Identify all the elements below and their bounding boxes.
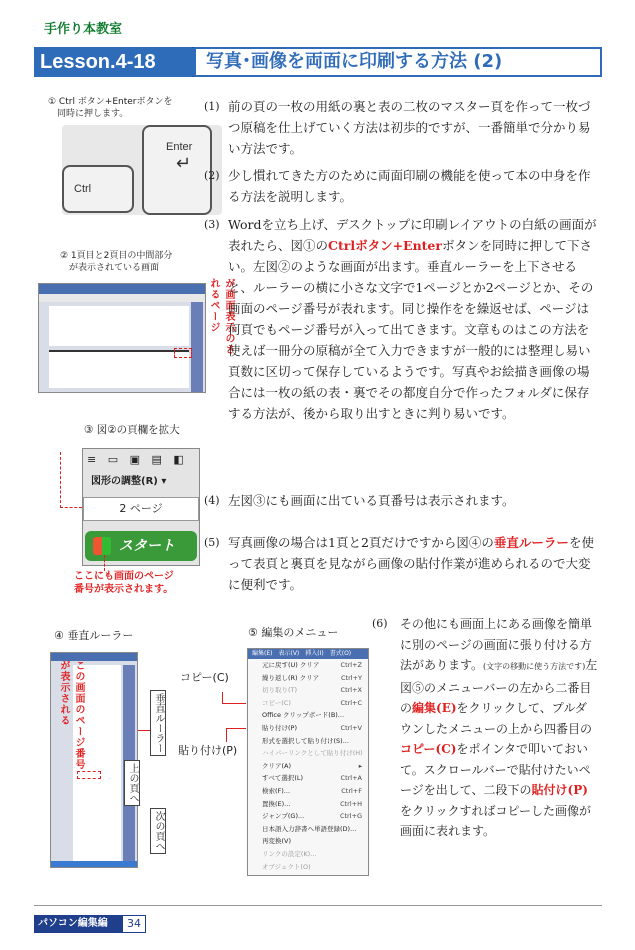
fig3-screenshot xyxy=(82,448,200,566)
page-1-bottom xyxy=(49,306,189,346)
menu-item-select-all[interactable] xyxy=(248,772,368,785)
paragraph-note: (文字の移動に使う方法です) xyxy=(483,662,586,671)
paragraph-text: その他にも画面上にある画像を簡単に別のページの画面に張り付ける方法があります。 xyxy=(400,617,593,672)
fig2-side-note: が画面表示のされるページ xyxy=(208,278,234,355)
menu-item-paste-special[interactable] xyxy=(248,735,368,748)
menu-item-links[interactable] xyxy=(248,848,368,861)
highlight-vertical-ruler: 垂直ルーラー xyxy=(493,535,569,550)
fig3-note: ここにも画面のページ 番号が表示されます。 xyxy=(74,571,174,595)
menu-item-cut[interactable] xyxy=(248,684,368,697)
menubar-edit[interactable]: 編集(E) xyxy=(252,650,273,657)
menu-item-paste[interactable] xyxy=(248,722,368,735)
fig3-caption: ③ 図②の頁欄を拡大 xyxy=(84,424,180,436)
menu-item-label: 元に戻す(U) クリア xyxy=(262,661,320,669)
page-title: 写真･画像を両面に印刷する方法 (2) xyxy=(194,47,602,77)
menu-item-add-word[interactable] xyxy=(248,823,368,836)
submenu-arrow-icon: ▸ xyxy=(358,761,362,770)
paragraph-number: (3) xyxy=(204,218,220,231)
menu-item-label: 形式を選択して貼り付け(S)... xyxy=(262,736,349,745)
vertical-ruler-label: 垂直ルーラー xyxy=(150,690,166,756)
page-2-top xyxy=(49,350,189,388)
menu-item-label: リンクの設定(K)... xyxy=(262,849,317,858)
toolbar-label: 図形の調整(R) ▾ xyxy=(91,476,167,487)
footer-section: パソコン編集編 xyxy=(34,915,122,933)
menubar-format[interactable]: 書式(O) xyxy=(329,650,352,657)
menubar-view[interactable]: 表示(V) xyxy=(278,650,300,657)
menu-item-clipboard[interactable] xyxy=(248,709,368,722)
paragraph-text: 少し慣れてきた方のために両面印刷の機能を使って本の中身を作る方法を説明します。 xyxy=(228,168,591,204)
copy-arrow xyxy=(222,703,246,704)
menu-item-copy[interactable] xyxy=(248,697,368,710)
brand-label: 手作り本教室 xyxy=(44,22,123,37)
menu-item-shortcut: Ctrl+F xyxy=(341,786,362,795)
paste-callout: 貼り付け(P) xyxy=(178,744,238,757)
enter-key xyxy=(142,125,212,215)
menu-item-reconvert[interactable] xyxy=(248,835,368,848)
menu-item-shortcut: Ctrl+G xyxy=(339,812,362,821)
paragraph-1 xyxy=(204,96,598,159)
lesson-number: Lesson.4-18 xyxy=(34,47,192,77)
toolbar xyxy=(39,294,205,302)
menu-item-label: 検索(F)... xyxy=(262,786,291,795)
menu-item-label: 日本語入力辞書へ単語登録(D)... xyxy=(262,824,357,833)
note-connector xyxy=(60,452,61,508)
menu-item-replace[interactable] xyxy=(248,798,368,811)
view-icons: ≡ ▭ ▣ ▤ ◧ xyxy=(87,453,188,466)
menu-item-label: 再変換(V) xyxy=(262,837,292,846)
menu-item-object[interactable] xyxy=(248,861,368,874)
paragraph-6 xyxy=(372,614,598,842)
menu-item-shortcut: Ctrl+Z xyxy=(340,661,362,669)
paragraph-text: を使って表頁と裏頁を見ながら画像の貼付作業が進められるので大変に便利です。 xyxy=(228,535,594,592)
paragraph-text: 左図③にも画面に出ている頁番号は表示されます。 xyxy=(228,493,515,508)
keyboard-photo xyxy=(62,125,222,215)
paragraph-text: 前の頁の一枚の用紙の裏と表の二枚のマスター頁を作って一枚づつ原稿を仕上げていく方法は初歩的ですが、一番簡単で分かり易い方法です。 xyxy=(228,99,591,156)
menu-item-label: 置換(E)... xyxy=(262,799,291,808)
note-connector-2 xyxy=(104,555,105,571)
taskbar xyxy=(51,861,137,867)
paragraph-number: (5) xyxy=(204,536,220,549)
paragraph-text: ボタンを同時に押して下さい。左図②のような画面が出ます。垂直ルーラーを上下させると、ルーラーの横に小さな文字で1ページとか2ページとか、その画面のページ番号が表れます。同じ操作をを繰返せば、ページは何頁でもページ番号が入って出てきます。文章ものはこの方法を使えば一冊分の原稿が全て入力できますが一般的には整理し易い頁数に区切って保存しているようです。写真やお絵描き画像の場合には一枚の紙の表・裏でその都度自分で作ったフォルダに保存する方法が、後から取り出すときに判り易いです。 xyxy=(228,238,594,421)
menu-item-label: 繰り返し(R) クリア xyxy=(262,673,320,682)
menu-item-paste-hyperlink[interactable] xyxy=(248,747,368,760)
menu-item-label: Office クリップボード(B)... xyxy=(262,711,345,720)
paragraph-number: (1) xyxy=(204,100,220,113)
paragraph-text: Wordを立ち上げ、デスクトップに印刷レイアウトの白紙の画面が表れたら、図①の xyxy=(228,217,597,253)
highlight-edit-menu: 編集(E) xyxy=(412,701,457,715)
menu-item-shortcut: Ctrl+C xyxy=(340,698,362,707)
fig4-caption: ④ 垂直ルーラー xyxy=(54,629,134,642)
fig4-note: この画面のページ番号が表示される xyxy=(58,660,84,770)
vertical-scrollbar xyxy=(191,302,203,392)
ctrl-key xyxy=(62,165,134,213)
menu-item-label: 貼り付け(P) xyxy=(262,723,297,732)
menu-item-label: 切り取り(T) xyxy=(262,686,298,695)
paragraph-text: をクリックして、プルダウンしたメニューの上から四番目の xyxy=(400,701,593,736)
paste-connector xyxy=(226,728,227,742)
paragraph-text: 写真画像の場合は1頁と2頁だけですから図④の xyxy=(228,535,494,550)
footer-rule xyxy=(34,905,602,906)
paragraph-2 xyxy=(204,165,598,207)
menu-item-shortcut: Ctrl+H xyxy=(340,799,362,808)
highlight-ctrl-enter: Ctrlボタン+Enter xyxy=(328,238,442,253)
fig2-caption: ② 1頁目と2頁目の中間部分 が表示されている画面 xyxy=(60,251,173,273)
menu-item-label: ハイパーリンクとして貼り付け(H) xyxy=(262,749,363,758)
menubar-insert[interactable]: 挿入(I) xyxy=(305,650,324,657)
menu-item-label: クリア(A) xyxy=(262,761,292,770)
page-number-marker xyxy=(174,348,192,358)
fig2-screenshot xyxy=(38,283,206,393)
menu-item-shortcut: Ctrl+X xyxy=(340,686,362,695)
fig5-caption: ⑤ 編集のメニュー xyxy=(248,626,339,639)
copy-callout: コピー(C) xyxy=(180,671,229,684)
menu-item-clear[interactable] xyxy=(248,760,368,773)
menu-item-label: コピー(C) xyxy=(262,698,291,707)
highlight-copy: コピー(C) xyxy=(400,742,457,756)
prev-page-label: 上の頁へ xyxy=(124,760,140,806)
menu-item-shortcut: Ctrl+A xyxy=(340,774,362,783)
page-number: 34 xyxy=(122,915,146,933)
title-bar xyxy=(39,284,205,294)
menu-item-find[interactable] xyxy=(248,785,368,798)
paragraph-text: をポインタで叩いておいて。スクロールバーで貼付けたいページを出して、二段下の xyxy=(400,742,591,797)
menu-item-label: すべて選択(L) xyxy=(262,774,304,783)
page-indicator: 2 ページ xyxy=(83,497,199,521)
ruler-arrow xyxy=(138,730,150,731)
paragraph-4 xyxy=(204,490,598,511)
ctrl-key-label: Ctrl xyxy=(74,183,92,195)
paragraph-text: をクリックすればコピーした画像が画面に表れます。 xyxy=(400,803,592,838)
paragraph-number: (4) xyxy=(204,494,220,507)
paragraph-number: (6) xyxy=(372,617,388,630)
enter-key-label: Enter xyxy=(166,141,193,153)
highlight-paste: 貼付け(P) xyxy=(531,783,588,797)
paragraph-5 xyxy=(204,532,598,595)
menu-item-redo[interactable] xyxy=(248,672,368,685)
menu-item-goto[interactable] xyxy=(248,810,368,823)
paragraph-text: 左図⑤のメニューバーの左から二番目の xyxy=(400,658,598,715)
windows-logo-icon xyxy=(93,537,111,555)
next-page-label: 次の頁へ xyxy=(150,808,166,854)
paragraph-number: (2) xyxy=(204,169,220,182)
menu-item-undo[interactable] xyxy=(248,659,368,672)
edit-menu xyxy=(247,648,369,876)
page-number-tooltip xyxy=(77,771,101,779)
menu-item-shortcut: Ctrl+Y xyxy=(341,673,362,682)
paste-arrow xyxy=(226,728,246,729)
return-arrow-icon: ↵ xyxy=(176,153,192,173)
menu-item-label: ジャンプ(G)... xyxy=(262,812,305,821)
fig1-caption: ① Ctrl ボタン+Enterボタンを 同時に押します。 xyxy=(48,97,173,119)
menu-item-shortcut: Ctrl+V xyxy=(340,723,362,732)
note-arrow xyxy=(60,507,82,508)
start-button: スタート xyxy=(85,531,197,561)
menu-item-label: オブジェクト(O) xyxy=(262,862,311,871)
menubar xyxy=(248,649,368,659)
